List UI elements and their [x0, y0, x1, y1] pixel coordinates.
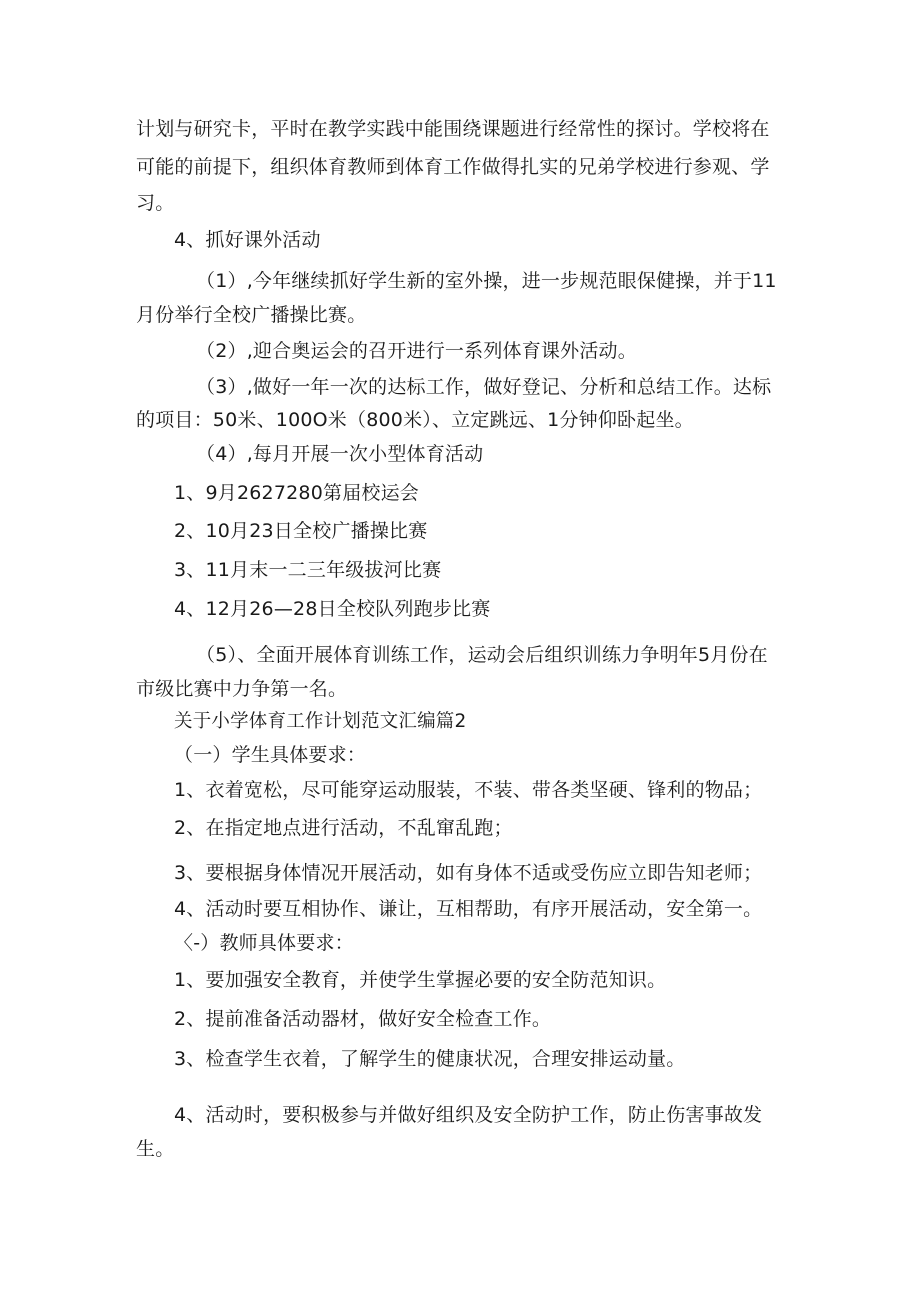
subsection-heading: （一）学生具体要求： — [174, 744, 367, 766]
paragraph-line: 4、活动时，要积极参与并做好组织及安全防护工作，防止伤害事故发 — [174, 1104, 763, 1126]
list-item: 3、11月末一二三年级拔河比赛 — [174, 559, 442, 581]
paragraph-line: （2）,迎合奥运会的召开进行一系列体育课外活动。 — [196, 340, 637, 362]
paragraph-line: 计划与研究卡，平时在教学实践中能围绕课题进行经常性的探讨。学校将在 — [136, 118, 770, 140]
list-item: 2、提前准备活动器材，做好安全检查工作。 — [174, 1008, 552, 1030]
list-item: 2、10月23日全校广播操比赛 — [174, 520, 428, 542]
list-item: 4、12月26—28日全校队列跑步比赛 — [174, 598, 491, 620]
paragraph-line: 的项目：50米、100O米（800米）、立定跳远、1分钟仰卧起坐。 — [136, 409, 694, 431]
section-heading: 4、抓好课外活动 — [174, 229, 321, 251]
paragraph-line: （1）,今年继续抓好学生新的室外操，进一步规范眼保健操，并于11 — [196, 270, 777, 292]
paragraph-line: 月份举行全校广播操比赛。 — [136, 304, 367, 326]
paragraph-line: （3）,做好一年一次的达标工作，做好登记、分析和总结工作。达标 — [196, 376, 772, 398]
list-item: 4、活动时要互相协作、谦让，互相帮助，有序开展活动，安全第一。 — [174, 898, 763, 920]
list-item: 3、要根据身体情况开展活动，如有身体不适或受伤应立即告知老师； — [174, 862, 763, 884]
paragraph-line: 习。 — [136, 192, 175, 214]
list-item: 1、9月2627280第届校运会 — [174, 482, 419, 504]
list-item: 1、要加强安全教育，并使学生掌握必要的安全防范知识。 — [174, 969, 667, 991]
list-item: 1、衣着宽松，尽可能穿运动服装，不装、带各类坚硬、锋利的物品； — [174, 779, 763, 801]
article-title: 关于小学体育工作计划范文汇编篇2 — [174, 711, 467, 732]
paragraph-line: （4）,每月开展一次小型体育活动 — [196, 443, 484, 465]
list-item: 2、在指定地点进行活动，不乱窜乱跑； — [174, 817, 513, 839]
paragraph-line: （5）、全面开展体育训练工作，运动会后组织训练力争明年5月份在 — [196, 644, 768, 666]
paragraph-line: 生。 — [136, 1138, 175, 1160]
subsection-heading: 〈-）教师具体要求： — [174, 932, 354, 954]
paragraph-line: 市级比赛中力争第一名。 — [136, 678, 348, 700]
list-item: 3、检查学生衣着，了解学生的健康状况，合理安排运动量。 — [174, 1048, 686, 1070]
paragraph-line: 可能的前提下，组织体育教师到体育工作做得扎实的兄弟学校进行参观、学 — [136, 156, 770, 178]
